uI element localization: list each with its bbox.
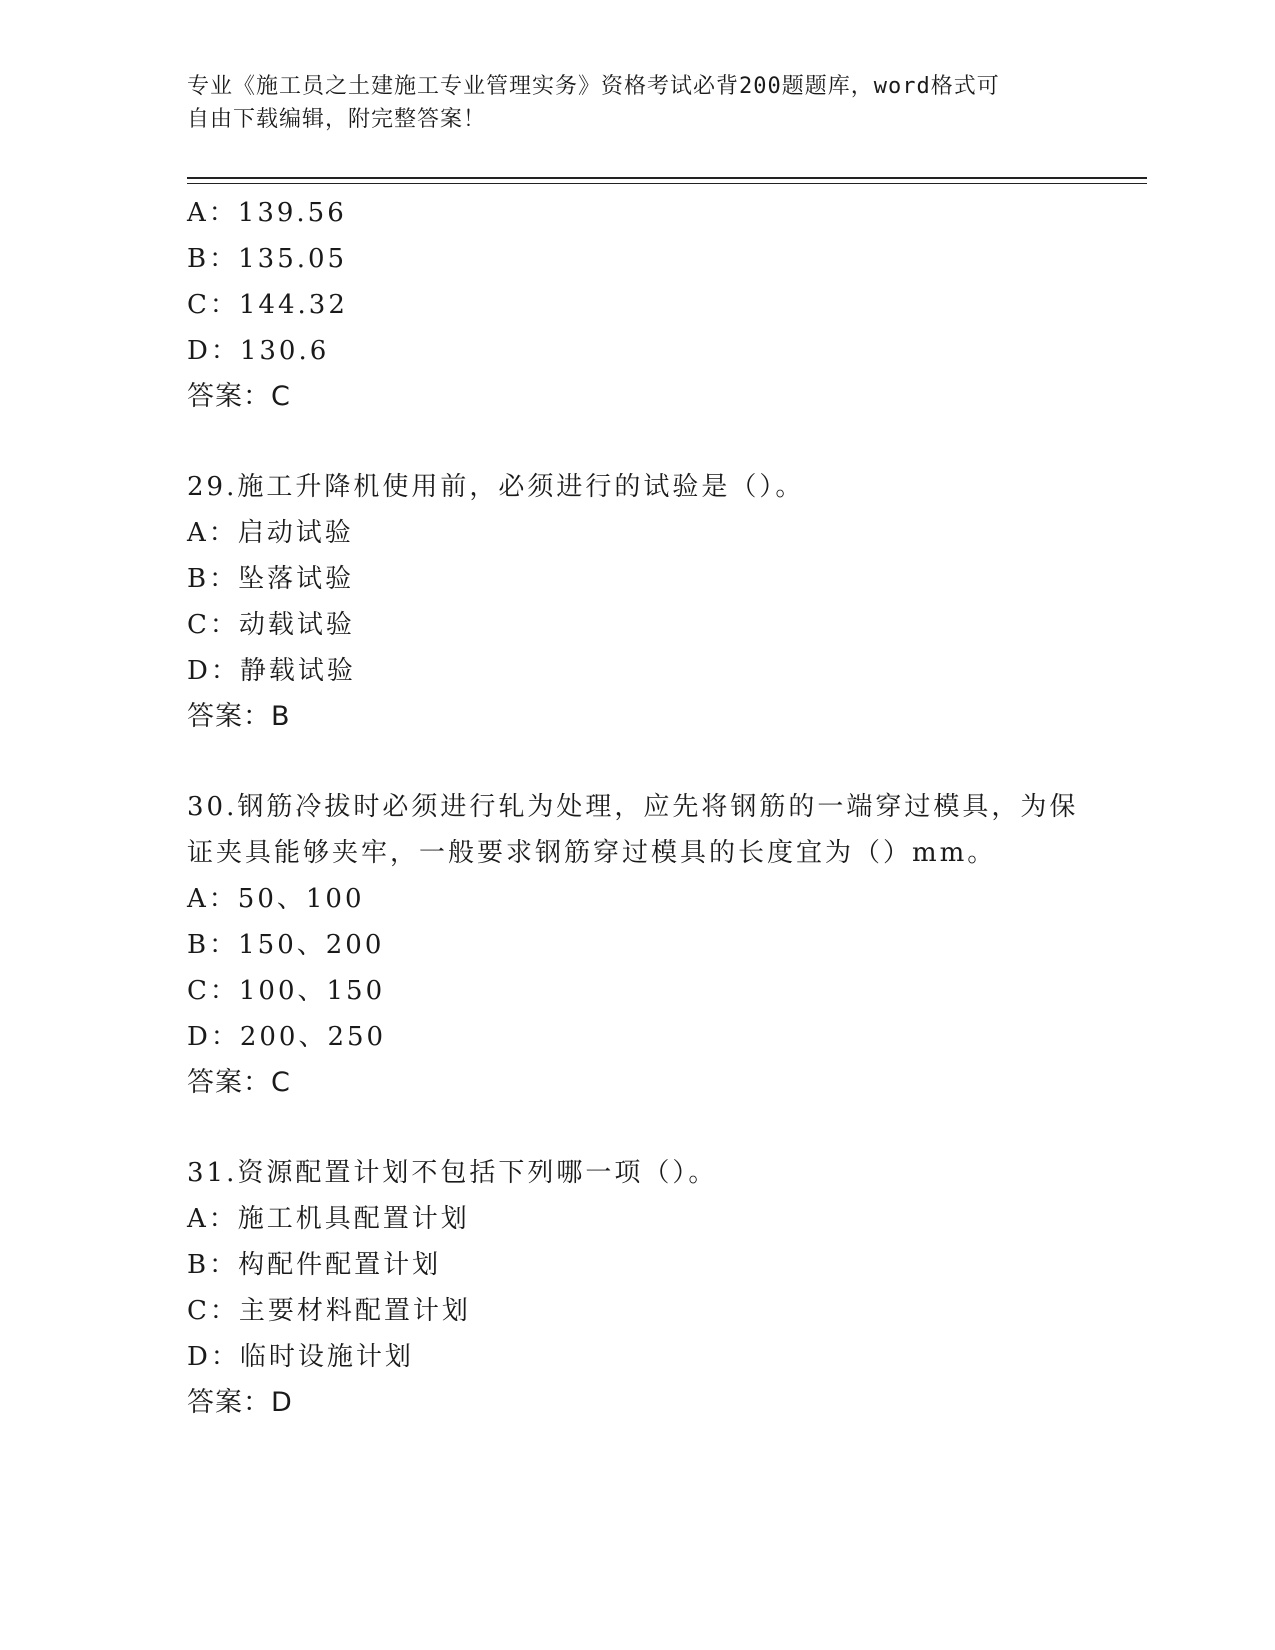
question-stem: 31.资源配置计划不包括下列哪一项（）。 xyxy=(187,1158,718,1188)
header-rule-thin xyxy=(187,183,1147,184)
document-header xyxy=(187,70,1087,136)
question-stem: 29.施工升降机使用前，必须进行的试验是（）。 xyxy=(187,472,805,502)
question-30 xyxy=(187,784,1147,1106)
answer: 答案：D xyxy=(187,1387,293,1418)
option-c: C：动载试验 xyxy=(187,610,355,640)
option-d: D：静载试验 xyxy=(187,656,356,686)
answer: 答案：B xyxy=(187,701,291,732)
question-31 xyxy=(187,1150,1147,1426)
option-a: A：139.56 xyxy=(187,198,347,228)
answer: 答案：C xyxy=(187,381,291,412)
option-a: A：50、100 xyxy=(187,884,365,914)
question-list xyxy=(187,190,1147,1426)
header-line-2: 自由下载编辑，附完整答案！ xyxy=(187,107,487,132)
option-b: B：150、200 xyxy=(187,930,385,960)
option-d: D：200、250 xyxy=(187,1022,387,1052)
option-a: A：启动试验 xyxy=(187,518,354,548)
option-b: B：坠落试验 xyxy=(187,564,355,594)
option-d: D：130.6 xyxy=(187,336,330,366)
header-rule-thick xyxy=(187,177,1147,179)
option-d: D：临时设施计划 xyxy=(187,1342,414,1372)
option-c: C：100、150 xyxy=(187,976,386,1006)
question-stem-line-2: 证夹具能够夹牢，一般要求钢筋穿过模具的长度宜为（）mm。 xyxy=(187,838,997,868)
question-stem-line-1: 30.钢筋冷拔时必须进行轧为处理，应先将钢筋的一端穿过模具，为保 xyxy=(187,792,1079,822)
option-c: C：144.32 xyxy=(187,290,348,320)
header-line-1: 专业《施工员之土建施工专业管理实务》资格考试必背200题题库，word格式可 xyxy=(187,74,1000,99)
answer: 答案：C xyxy=(187,1067,291,1098)
question-28 xyxy=(187,190,1147,420)
question-29 xyxy=(187,464,1147,740)
option-a: A：施工机具配置计划 xyxy=(187,1204,470,1234)
option-b: B：构配件配置计划 xyxy=(187,1250,442,1280)
option-c: C：主要材料配置计划 xyxy=(187,1296,471,1326)
option-b: B：135.05 xyxy=(187,244,348,274)
